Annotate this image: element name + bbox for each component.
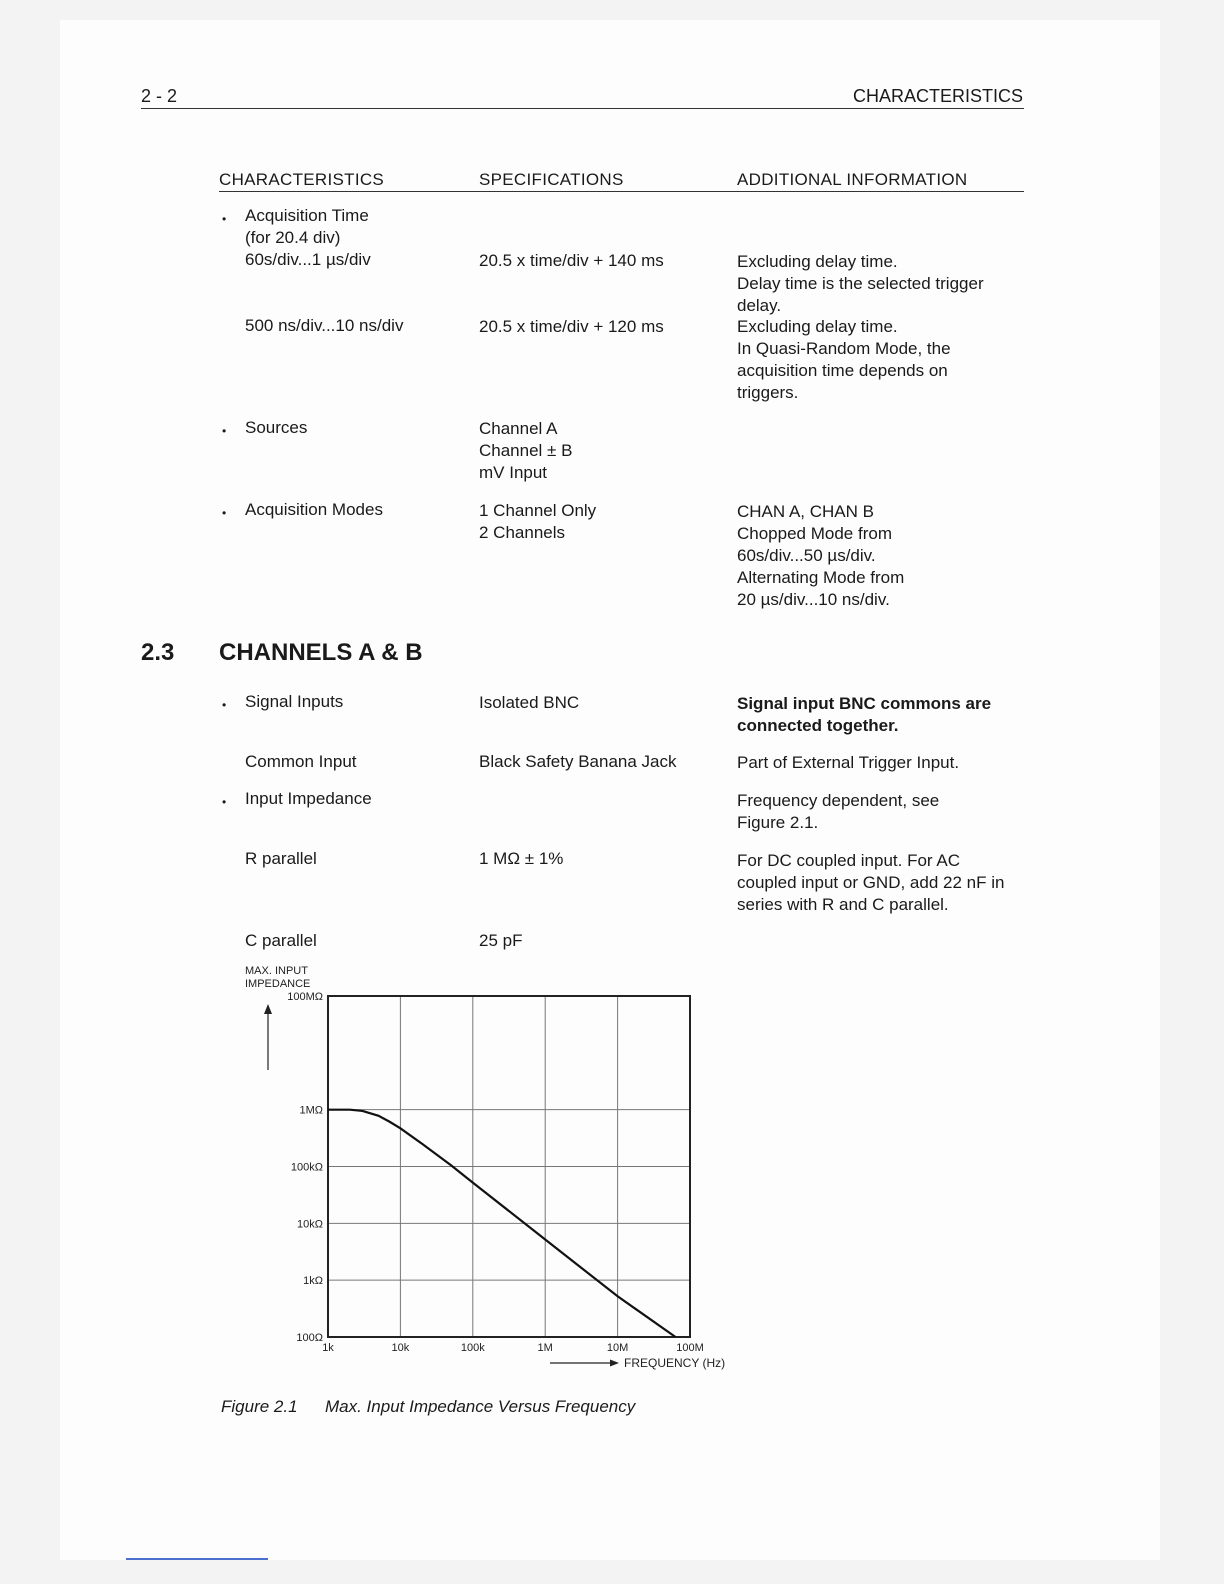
figure-caption: Max. Input Impedance Versus Frequency [325,1397,636,1416]
input-impedance-info-line: Frequency dependent, see [737,791,940,810]
common-input-label: Common Input [245,752,357,771]
acq-modes-spec-line: 2 Channels [479,523,566,542]
acq-modes-spec-line: 1 Channel Only [479,501,597,520]
acq-modes-info-line: 20 µs/div...10 ns/div. [737,590,890,609]
r-parallel-info-line: For DC coupled input. For AC [737,851,960,870]
sources-spec-line: Channel ± B [479,441,573,460]
c-parallel-spec: 25 pF [479,931,523,950]
bullet: • [222,212,227,226]
sources-spec-line: mV Input [479,463,548,482]
signal-inputs-info-line: connected together. [737,716,899,735]
x-tick-label: 100k [460,1342,485,1354]
acq-modes-label: Acquisition Modes [245,500,383,519]
r-parallel-label: R parallel [245,849,317,868]
x-tick-label: 10k [391,1342,410,1354]
running-header: CHARACTERISTICS [852,86,1023,106]
signal-inputs-label: Signal Inputs [245,692,344,711]
impedance-chart [230,960,760,1385]
header-rule [141,108,1024,109]
signal-inputs-spec: Isolated BNC [479,693,580,712]
acq-modes-info-line: Chopped Mode from [737,524,892,543]
acq-time-info2-line: In Quasi-Random Mode, the [737,339,951,358]
page-number: 2 - 2 [141,86,178,106]
acq-modes-info-line: CHAN A, CHAN B [737,502,874,521]
y-tick-label: 100kΩ [290,1161,323,1174]
acq-time-info2-line: Excluding delay time. [737,317,898,336]
x-axis-arrowhead [610,1360,619,1367]
y-tick-label: 1kΩ [303,1275,323,1288]
column-header-specifications: SPECIFICATIONS [479,170,624,189]
x-tick-label: 1M [537,1342,553,1354]
acq-time-info2-line: triggers. [737,383,799,402]
sources-spec-line: Channel A [479,419,558,438]
bullet: • [222,795,227,809]
x-tick-label: 10M [606,1342,629,1354]
acq-time-info1-line: Excluding delay time. [737,252,898,271]
chart-grid [328,996,690,1337]
column-header-characteristics: CHARACTERISTICS [219,170,385,189]
chart-labels [245,965,725,1370]
y-tick-label: 10kΩ [297,1218,323,1231]
column-header-rule [219,191,1024,192]
common-input-info: Part of External Trigger Input. [737,753,960,772]
r-parallel-spec: 1 MΩ ± 1% [479,849,564,868]
input-impedance-label: Input Impedance [245,789,372,808]
x-axis-title: FREQUENCY (Hz) [624,1356,726,1370]
acq-time-spec1: 20.5 x time/div + 140 ms [479,251,664,270]
y-axis-arrowhead [264,1004,272,1014]
acq-modes-info-line: 60s/div...50 µs/div. [737,546,876,565]
acq-time-range2: 500 ns/div...10 ns/div [245,316,404,335]
r-parallel-info-line: coupled input or GND, add 22 nF in [737,873,1005,892]
section-title: CHANNELS A & B [219,639,423,666]
acq-time-info2-line: acquisition time depends on [737,361,948,380]
section-number: 2.3 [141,639,175,666]
bullet: • [222,698,227,712]
acq-time-spec2: 20.5 x time/div + 120 ms [479,317,664,336]
sources-label: Sources [245,418,308,437]
acq-time-sub: (for 20.4 div) [245,228,341,247]
signal-inputs-info-line: Signal input BNC commons are [737,694,992,713]
common-input-spec: Black Safety Banana Jack [479,752,677,771]
y-tick-label: 1MΩ [299,1104,323,1117]
c-parallel-label: C parallel [245,931,317,950]
acq-time-label: Acquisition Time [245,206,369,225]
figure-number: Figure 2.1 [221,1397,298,1416]
y-tick-label: 100Ω [296,1332,323,1344]
acq-modes-info-line: Alternating Mode from [737,568,905,587]
x-tick-label: 1k [322,1342,334,1354]
y-axis-title: MAX. INPUT [245,965,308,977]
bullet: • [222,424,227,438]
footer-line [126,1558,268,1560]
acq-time-range1: 60s/div...1 µs/div [245,250,371,269]
input-impedance-info-line: Figure 2.1. [737,813,819,832]
column-header-additional: ADDITIONAL INFORMATION [737,170,968,189]
bullet: • [222,506,227,520]
r-parallel-info-line: series with R and C parallel. [737,895,949,914]
x-tick-label: 100M [676,1342,704,1354]
y-tick-label: 100MΩ [287,991,323,1003]
acq-time-info1-line: Delay time is the selected trigger [737,274,984,293]
y-axis-title: IMPEDANCE [245,978,311,990]
acq-time-info1-line: delay. [737,296,782,315]
